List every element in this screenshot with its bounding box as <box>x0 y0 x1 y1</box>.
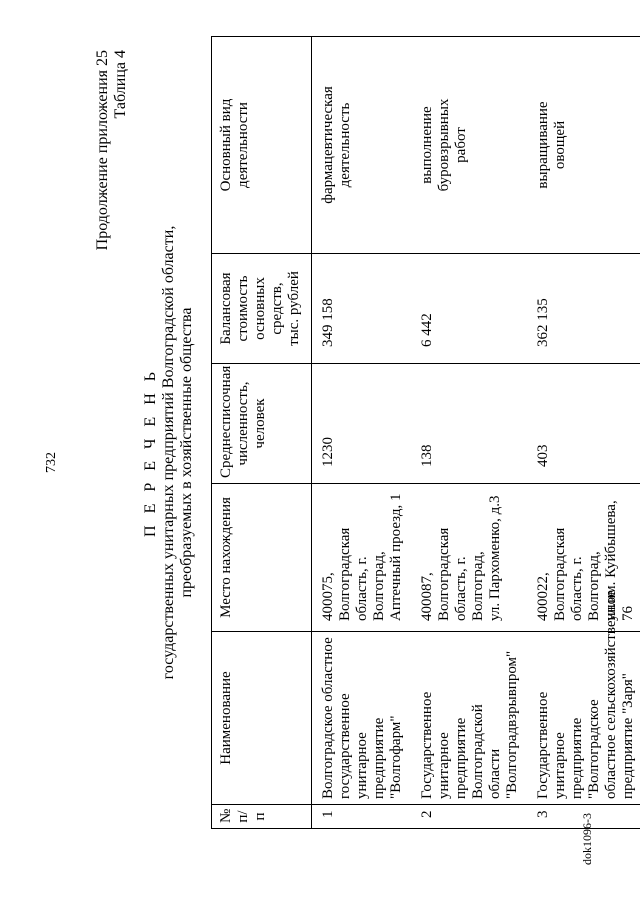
cell-name: Государственное унитарное предприятие "Волгоградское областное сельскохозяйственное предприятие "Заря" <box>527 632 640 805</box>
cell-value: 362 135 <box>527 254 640 364</box>
cell-staff: 138 <box>411 364 527 484</box>
table-number: Таблица 4 <box>112 50 129 119</box>
cell-location: 400087, Волгоградская область, г. Волгоград, ул. Пархоменко, д.3 <box>411 484 527 632</box>
cell-name: Волгоградское областное государственное унитарное предприятие "Волгофарм" <box>312 632 412 805</box>
table-row <box>527 37 640 829</box>
document-title: П Е Р Е Ч Е Н Ь <box>142 368 159 537</box>
cell-activity: выполнение буровзрывных работ <box>411 37 527 254</box>
header-name: Наименование <box>212 632 312 805</box>
table-row <box>411 37 527 829</box>
footer-code: dok1096-3 <box>580 813 594 865</box>
cell-value: 6 442 <box>411 254 527 364</box>
cell-staff: 403 <box>527 364 640 484</box>
table-header-row <box>212 37 312 829</box>
cell-value: 349 158 <box>312 254 412 364</box>
header-value: Балансовая стоимость основных средств, тыс. рублей <box>212 254 312 364</box>
header-activity: Основный вид деятельности <box>212 37 312 254</box>
cell-location: 400022, Волгоградская область, г. Волгоград, ул.им. Куйбышева, 76 <box>527 484 640 632</box>
subtitle-line: преобразуемых в хозяйственные общества <box>178 307 195 598</box>
table-row <box>312 37 412 829</box>
cell-location: 400075, Волгоградская область, г. Волгоград, Аптечный проезд, 1 <box>312 484 412 632</box>
header-location: Место нахождения <box>212 484 312 632</box>
cell-num: 3 <box>527 805 640 829</box>
document-subtitle <box>160 0 196 905</box>
cell-activity: фармацевтическая деятельность <box>312 37 412 254</box>
cell-num: 2 <box>411 805 527 829</box>
cell-staff: 1230 <box>312 364 412 484</box>
subtitle-line: государственных унитарных предприятий Волгоградской области, <box>160 225 177 680</box>
cell-activity: выращивание овощей <box>527 37 640 254</box>
page-number: 732 <box>44 452 59 473</box>
continuation-note <box>94 50 130 250</box>
cell-name: Государственное унитарное предприятие Волгоградской области "Волгоградвзрывпром" <box>411 632 527 805</box>
continuation-line: Продолжение приложения 25 <box>94 50 111 251</box>
header-num: № п/п <box>212 805 312 829</box>
cell-num: 1 <box>312 805 412 829</box>
header-staff: Среднесписочная численность, человек <box>212 364 312 484</box>
enterprises-table <box>211 36 640 829</box>
